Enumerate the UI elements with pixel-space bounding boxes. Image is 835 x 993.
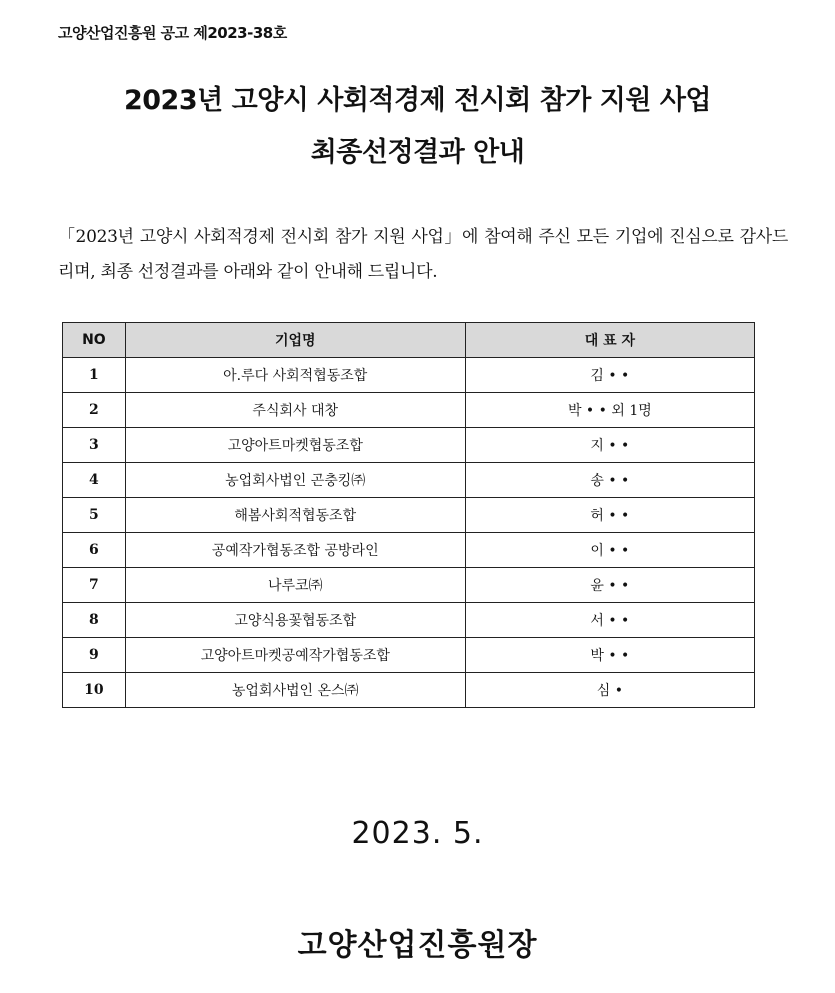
table-row: [63, 638, 755, 673]
row-representative: 송 • •: [465, 463, 754, 498]
row-representative: 윤 • •: [465, 568, 754, 603]
row-company: 농업회사법인 온스㈜: [125, 673, 465, 708]
row-no: 3: [63, 428, 126, 463]
table-row: [63, 463, 755, 498]
row-no: 9: [63, 638, 126, 673]
row-company: 고양아트마켓공예작가협동조합: [125, 638, 465, 673]
row-company: 공예작가협동조합 공방라인: [125, 533, 465, 568]
row-company: 농업회사법인 곤충킹㈜: [125, 463, 465, 498]
row-company: 아.루다 사회적협동조합: [125, 358, 465, 393]
table-row: [63, 533, 755, 568]
row-no: 5: [63, 498, 126, 533]
row-company: 고양식용꽃협동조합: [125, 603, 465, 638]
table-row: [63, 673, 755, 708]
row-company: 주식회사 대창: [125, 393, 465, 428]
intro-paragraph: 「2023년 고양시 사회적경제 전시회 참가 지원 사업」에 참여해 주신 모든 기업에 진심으로 감사드리며, 최종 선정결과를 아래와 같이 안내해 드립니다.: [58, 227, 788, 282]
row-company: 나루코㈜: [125, 568, 465, 603]
row-representative: 서 • •: [465, 603, 754, 638]
row-representative: 이 • •: [465, 533, 754, 568]
row-company: 고양아트마켓협동조합: [125, 428, 465, 463]
row-no: 2: [63, 393, 126, 428]
table-header-row: [63, 323, 755, 358]
row-representative: 김 • •: [465, 358, 754, 393]
table-row: [63, 603, 755, 638]
row-no: 8: [63, 603, 126, 638]
table-row: [63, 498, 755, 533]
row-representative: 박 • •: [465, 638, 754, 673]
issuer-signature: 고양산업진흥원장: [297, 928, 538, 963]
row-representative: 허 • •: [465, 498, 754, 533]
table-row: [63, 568, 755, 603]
header-representative: 대 표 자: [465, 323, 754, 358]
document-title-line1: 2023년 고양시 사회적경제 전시회 참가 지원 사업: [123, 85, 712, 116]
notice-number: 고양산업진흥원 공고 제2023-38호: [58, 24, 287, 42]
header-no: NO: [63, 323, 126, 358]
document-title-line2: 최종선정결과 안내: [310, 137, 525, 168]
row-no: 7: [63, 568, 126, 603]
table-row: [63, 393, 755, 428]
row-representative: 지 • •: [465, 428, 754, 463]
table-row: [63, 428, 755, 463]
table-row: [63, 358, 755, 393]
row-no: 1: [63, 358, 126, 393]
row-representative: 심 •: [465, 673, 754, 708]
row-no: 6: [63, 533, 126, 568]
row-no: 4: [63, 463, 126, 498]
selection-result-table: [62, 322, 755, 708]
row-representative: 박 • • 외 1명: [465, 393, 754, 428]
issue-date: 2023. 5.: [351, 816, 484, 851]
row-no: 10: [63, 673, 126, 708]
header-company: 기업명: [125, 323, 465, 358]
row-company: 해봄사회적협동조합: [125, 498, 465, 533]
